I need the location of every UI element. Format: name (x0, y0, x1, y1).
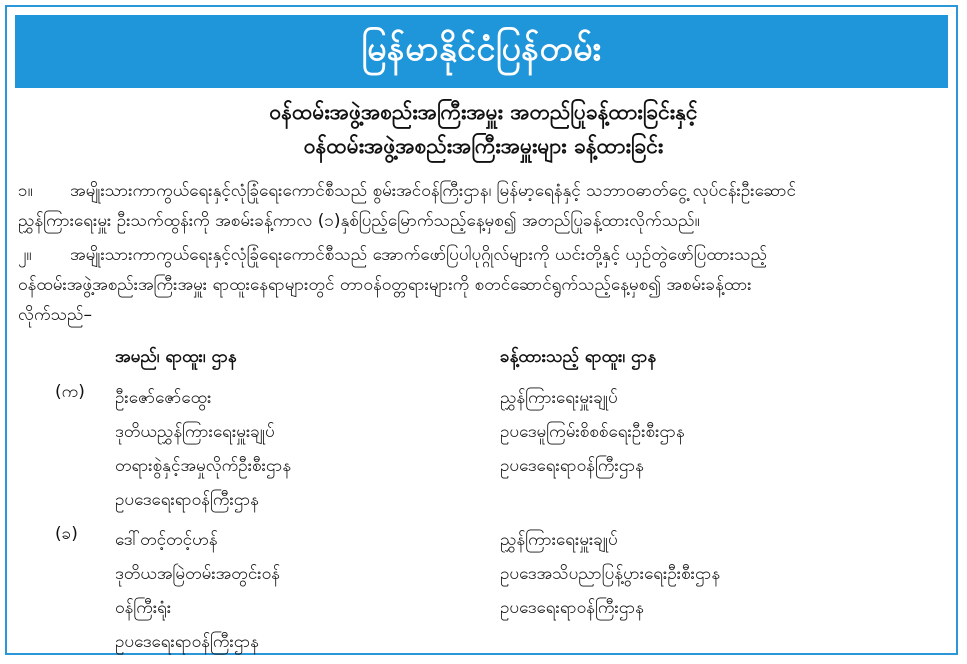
appointed-position-line: ဥပဒေအသိပညာပြန့်ပွားရေးဦးစီးဌာန (500, 564, 721, 584)
appointed-position-line: ညွှန်ကြားရေးမှူးချုပ် (500, 388, 618, 408)
paragraph-2-text-2: ဝန်ထမ်းအဖွဲ့အစည်းအကြီးအမှူး ရာထူးနေရာများတွင် တာဝန်ဝတ္တရားများကို စတင်ဆောင်ရွက်သည့်နေ့မှစ၍ အစမ်းခန့်ထား (18, 275, 752, 295)
appointed-position-line: ဥပဒေမူကြမ်းစိစစ်ရေးဦးစီးဌာန (500, 422, 685, 442)
paragraph-2-line-2 (18, 270, 951, 300)
appointed-position-line: ဥပဒေရေးရာဝန်ကြီးဌာန (500, 456, 644, 476)
current-position-column (115, 523, 280, 659)
right-column-header: ခန့်ထားသည့် ရာထူး၊ ဌာန (500, 347, 657, 367)
subject-title-line-2: ဝန်ထမ်းအဖွဲ့အစည်းအကြီးအမှူးများ ခန့်ထားခြင်း (303, 134, 664, 158)
gazette-header (15, 15, 948, 88)
paragraph-2-text-3: လိုက်သည်– (18, 305, 92, 325)
appointed-position-column (500, 381, 685, 483)
appointed-position-line: ညွှန်ကြားရေးမှူးချုပ် (500, 530, 618, 550)
paragraph-2-number: ၂။ (18, 245, 32, 265)
gazette-title: မြန်မာနိုင်ငံပြန်တမ်း (361, 29, 602, 69)
paragraph-1-line-2 (18, 206, 951, 236)
current-position-line: တရားစွဲနှင့်အမှုလိုက်ဦးစီးဌာန (115, 456, 292, 476)
current-position-line: ဦးဇော်ဇော်ထွေး (115, 388, 212, 408)
entry-letter: (က) (55, 382, 85, 402)
left-column-header: အမည်၊ ရာထူး၊ ဌာန (115, 347, 237, 367)
paragraph-2-line-1 (18, 240, 951, 270)
entry-letter: (ခ) (55, 524, 78, 544)
paragraph-1 (18, 176, 951, 236)
current-position-column (115, 381, 291, 517)
current-position-line: ဥပဒေရေးရာဝန်ကြီးဌာန (115, 632, 259, 652)
subject-title-line-1: ဝန်ထမ်းအဖွဲ့အစည်းအကြီးအမှူး အတည်ပြုခန့်ထားခြင်းနှင့် (269, 100, 698, 124)
paragraph-2-text-1: အမျိုးသားကာကွယ်ရေးနှင့်လုံခြုံရေးကောင်စီသည် အောက်ဖော်ပြပါပုဂ္ဂိုလ်များကို ယင်းတို့နှင့် ယှဉ်တွဲဖော်ပြထားသည့် (70, 245, 768, 265)
current-position-line: ဒုတိယညွှန်ကြားရေးမှူးချုပ် (115, 422, 275, 442)
paragraph-1-text-2: ညွှန်ကြားရေးမှူး ဦးသက်ထွန်းကို အစမ်းခန့်ကာလ (၁)နှစ်ပြည့်မြောက်သည့်နေ့မှစ၍ အတည်ပြုခန့်ထားလိုက်သည်။ (18, 211, 700, 231)
paragraph-1-text-1: အမျိုးသားကာကွယ်ရေးနှင့်လုံခြုံရေးကောင်စီသည် စွမ်းအင်ဝန်ကြီးဌာန၊ မြန်မာ့ရေနံနှင့် သဘာဝဓာတ်ငွေ့ လုပ်ငန်းဦးဆောင် (70, 181, 796, 201)
current-position-line: ဥပဒေရေးရာဝန်ကြီးဌာန (115, 490, 259, 510)
current-position-line: ဒုတိယအမြဲတမ်းအတွင်းဝန် (115, 564, 280, 584)
appointed-position-line: ဥပဒေရေးရာဝန်ကြီးဌာန (500, 598, 644, 618)
current-position-line: ဒေါ်တင့်တင့်ဟန် (115, 530, 218, 550)
paragraph-2 (18, 240, 951, 330)
current-position-line: ဝန်ကြီးရုံး (115, 598, 172, 618)
paragraph-1-line-1 (18, 176, 951, 206)
paragraph-1-number: ၁။ (18, 181, 33, 201)
paragraph-2-line-3 (18, 300, 951, 330)
appointed-position-column (500, 523, 720, 625)
